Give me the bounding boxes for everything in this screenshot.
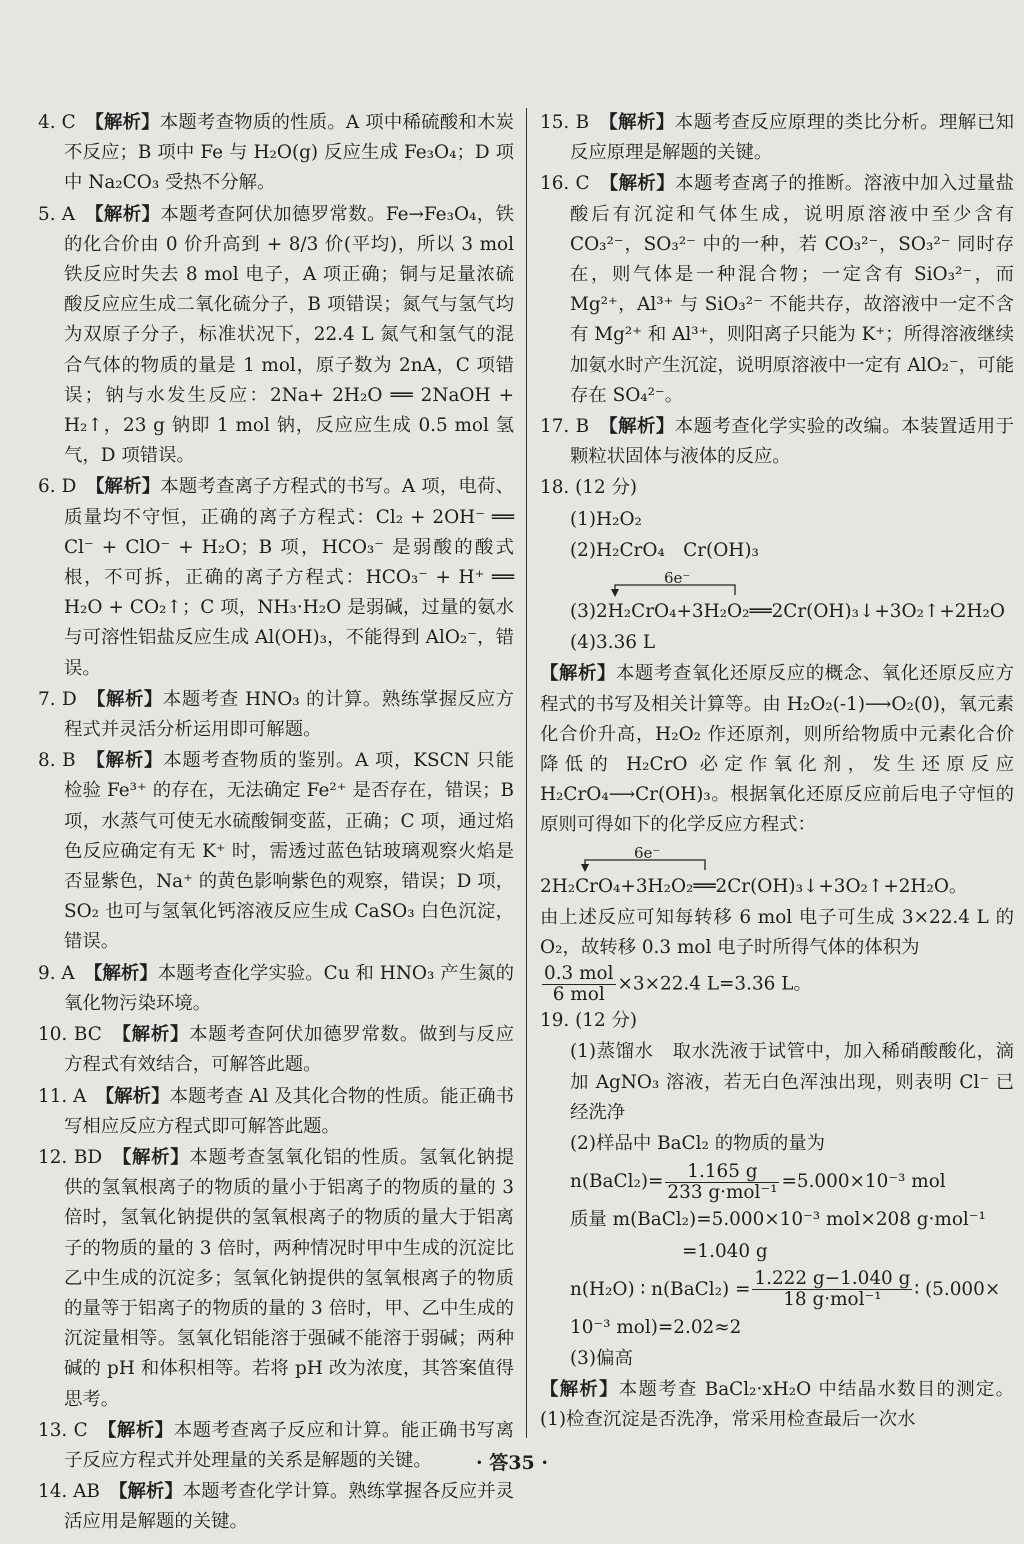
answer-label: 10. BC: [38, 1024, 102, 1046]
q19-moles-calc: n(BaCl₂)= $\frac{1.165 g}{\text{233 g·mol⁻¹}}$ =5.000×10⁻³ mol: [570, 1160, 946, 1203]
answer-q18: [540, 473, 1014, 1005]
answer-q8: [38, 746, 514, 957]
analysis-tag: 【解析】: [121, 1024, 190, 1046]
electron-transfer-arrow-2: [540, 842, 1014, 872]
answer-q4: [38, 108, 514, 199]
answer-label: 6. D: [38, 476, 77, 498]
answer-label: 4. C: [38, 112, 76, 133]
analysis-text: 本题考查离子反应和计算。能正确书写离子反应方程式并处理量的关系是解题的关键。: [64, 1419, 514, 1471]
analysis-tag: 【解析】: [107, 1419, 174, 1441]
q19-analysis: 【解析】本题考查 BaCl₂·xH₂O 中结晶水数目的测定。(1)检查沉淀是否洗净，常采用检查最后一次水: [540, 1379, 1014, 1431]
answer-q9: [38, 959, 514, 1019]
electron-transfer-arrow: [570, 567, 1014, 597]
answer-q14: [38, 1477, 514, 1537]
q19-mass-result: =1.040 g: [682, 1240, 768, 1262]
column-divider: [526, 108, 527, 1438]
answer-q10: [38, 1020, 514, 1080]
analysis-tag: 【解析】: [95, 476, 161, 498]
answer-label: 7. D: [38, 688, 77, 710]
electron-transfer-label-2: 6e⁻: [634, 843, 661, 862]
q18-answer-3: (3)2H₂CrO₄+3H₂O₂══2Cr(OH)₃↓+3O₂↑+2H₂O: [570, 601, 1005, 623]
analysis-tag: 【解析】: [94, 203, 161, 225]
q18-answer-2: (2)H₂CrO₄ Cr(OH)₃: [570, 539, 759, 561]
analysis-text: 本题考查阿伏加德罗常数。Fe→Fe₃O₄，铁的化合价由 0 价升高到 + 8/3 价(平均)，所以 3 mol 铁反应时失去 8 mol 电子，A 项正确；铜与足量浓硫酸反应应生成二氧化硫分子，B 项错误；氮气与氢气均为双原子分子，标准状况下，22.4 L 氮气和氢气的混合气体的物质的量是 1 mol，原子数为 2nA，C 项错误；钠与水发生反应：2Na+ 2H₂O ══ 2NaOH + H₂↑，23 g 钠即 1 mol 钠，反应应生成 0.5 mol 氢气，D 项错误。: [64, 203, 514, 467]
analysis-text: 本题考查化学实验。Cu 和 HNO₃ 产生氮的氧化物污染环境。: [64, 962, 514, 1014]
q19-answer-2: (2)样品中 BaCl₂ 的物质的量为: [570, 1133, 826, 1155]
answer-q17: 17. B 【解析】本题考查化学实验的改编。本装置适用于颗粒状固体与液体的反应。: [540, 416, 1014, 468]
analysis-tag: 【解析】: [96, 688, 163, 710]
q18-label: 18. (12 分): [540, 477, 638, 499]
left-column: [38, 108, 514, 1539]
answer-q11: [38, 1082, 514, 1142]
answer-q12: [38, 1143, 514, 1415]
answer-q16: 16. C 【解析】本题考查离子的推断。溶液中加入过量盐酸后有沉淀和气体生成，说明原溶液中至少含有 CO₃²⁻，SO₃²⁻ 中的一种，若 CO₃²⁻，SO₃²⁻ 同时存在，则气体是一种混合物；一定含有 SiO₃²⁻，而 Mg²⁺，Al³⁺ 与 SiO₃²⁻ 不能共存，故溶液中一定不含有 Mg²⁺ 和 Al³⁺，则阳离子只能为 K⁺；所得溶液继续加氨水时产生沉淀，说明原溶液中一定有 AlO₂⁻，可能存在 SO₄²⁻。: [540, 173, 1014, 406]
analysis-tag: 【解析】: [118, 1481, 183, 1503]
q19-answer-3: (3)偏高: [570, 1347, 633, 1369]
answer-label: 12. BD: [38, 1146, 103, 1168]
q18-answer-4: (4)3.36 L: [570, 632, 656, 654]
q18-analysis: 【解析】本题考查氧化还原反应的概念、氧化还原反应方程式的书写及相关计算等。由 H₂O₂(-1)⟶O₂(0)，氧元素化合价升高，H₂O₂ 作还原剂，则所给物质中元素化合价降低的 H₂CrO 必定作氧化剂，发生还原反应 H₂CrO₄⟶Cr(OH)₃。根据氧化还原反应前后电子守恒的原则可得如下的化学反应方程式：: [540, 663, 1014, 836]
answer-label: 9. A: [38, 962, 75, 984]
analysis-text: 本题考查 Al 及其化合物的性质。能正确书写相应反应方程式即可解答此题。: [64, 1085, 514, 1137]
answer-q5: [38, 200, 514, 472]
right-column: [540, 108, 1014, 1437]
answer-label: 13. C: [38, 1419, 88, 1441]
answer-label: 11. A: [38, 1085, 87, 1107]
analysis-tag: 【解析】: [104, 1085, 170, 1107]
analysis-text: 本题考查阿伏加德罗常数。做到与反应方程式有效结合，可解答此题。: [64, 1024, 514, 1076]
answer-label: 14. AB: [38, 1481, 100, 1503]
answer-label: 5. A: [38, 203, 76, 225]
analysis-tag: 【解析】: [93, 962, 158, 984]
analysis-text: 本题考查 HNO₃ 的计算。熟练掌握反应方程式并灵活分析运用即可解题。: [64, 688, 514, 741]
volume-fraction: $\frac{\text{0.3 mol}}{\text{6 mol}}$: [544, 963, 614, 1006]
answer-q7: [38, 685, 514, 745]
answer-label: 8. B: [38, 750, 76, 772]
q19-ratio-result: 10⁻³ mol)=2.02≈2: [570, 1316, 742, 1338]
answer-q15: 15. B 【解析】本题考查反应原理的类比分析。理解已知反应原理是解题的关键。: [540, 112, 1014, 164]
q19-label: 19. (12 分): [540, 1010, 638, 1032]
q18-equation: 2H₂CrO₄+3H₂O₂══2Cr(OH)₃↓+3O₂↑+2H₂O。: [540, 875, 968, 897]
analysis-tag: 【解析】: [122, 1146, 190, 1168]
answer-q19: [540, 1006, 1014, 1435]
q19-ratio-calc: n(H₂O) ∶ n(BaCl₂) = $\frac{1.222 g-1.040 g}{\text{18 g·mol⁻¹}}$ ∶ (5.000×: [570, 1268, 1001, 1311]
analysis-text: 本题考查物质的鉴别。A 项，KSCN 只能检验 Fe³⁺ 的存在，无法确定 Fe²⁺ 是否存在，错误；B 项，水蒸气可使无水硫酸铜变蓝，正确；C 项，通过焰色反应确定有无 K⁺ 时，需透过蓝色钴玻璃观察火焰是否显紫色，Na⁺ 的黄色影响紫色的观察，错误；D 项，SO₂ 也可与氢氧化钙溶液反应生成 CaSO₃ 白色沉淀，错误。: [64, 750, 514, 953]
electron-arrow-icon-2: [540, 842, 740, 872]
electron-transfer-label: 6e⁻: [664, 569, 691, 588]
page-number: · 答35 ·: [476, 1452, 548, 1474]
electron-arrow-icon: [570, 567, 770, 597]
q18-analysis-2: 由上述反应可知每转移 6 mol 电子可生成 3×22.4 L 的 O₂，故转移 0.3 mol 电子时所得气体的体积为: [540, 906, 1014, 959]
analysis-text: 本题考查氢氧化铝的性质。氢氧化钠提供的氢氧根离子的物质的量小于铝离子的物质的量的 3 倍时，氢氧化钠提供的氢氧根离子的物质的量大于铝离子的物质的量的 3 倍时，两种情况时甲中生成的沉淀比乙中生成的沉淀多；氢氧化钠提供的氢氧根离子的物质的量等于铝离子的物质的量的 3 倍时，甲、乙中生成的沉淀量相等。氢氧化铝能溶于强碱不能溶于弱碱；两种碱的 pH 和体积相等。若将 pH 改为浓度，其答案值得思考。: [64, 1146, 514, 1410]
q19-mass-calc: 质量 m(BaCl₂)=5.000×10⁻³ mol×208 g·mol⁻¹: [570, 1209, 986, 1231]
analysis-text: 本题考查化学计算。熟练掌握各反应并灵活应用是解题的关键。: [64, 1481, 514, 1533]
analysis-text: 本题考查离子方程式的书写。A 项，电荷、质量均不守恒，正确的离子方程式：Cl₂ + 2OH⁻ ══ Cl⁻ + ClO⁻ + H₂O；B 项，HCO₃⁻ 是弱酸的酸式根，不可拆，正确的离子方程式：HCO₃⁻ + H⁺ ══ H₂O + CO₂↑；C 项，NH₃·H₂O 是弱碱，过量的氨水与可溶性铝盐反应生成 Al(OH)₃，不能得到 AlO₂⁻，错误。: [64, 476, 514, 679]
q18-answer-1: (1)H₂O₂: [570, 508, 642, 530]
q18-volume-calc: $\frac{\text{0.3 mol}}{\text{6 mol}}$ ×3×22.4 L=3.36 L。: [544, 963, 812, 1006]
analysis-tag: 【解析】: [95, 750, 164, 772]
analysis-tag: 【解析】: [94, 112, 160, 133]
analysis-text: 本题考查物质的性质。A 项中稀硫酸和木炭不反应；B 项中 Fe 与 H₂O(g) 反应生成 Fe₃O₄；D 项中 Na₂CO₃ 受热不分解。: [64, 112, 514, 194]
q19-answer-1: (1)蒸馏水 取水洗液于试管中，加入稀硝酸酸化，滴加 AgNO₃ 溶液，若无白色浑浊出现，则表明 Cl⁻ 已经洗净: [570, 1041, 1014, 1123]
answer-q6: [38, 472, 514, 683]
